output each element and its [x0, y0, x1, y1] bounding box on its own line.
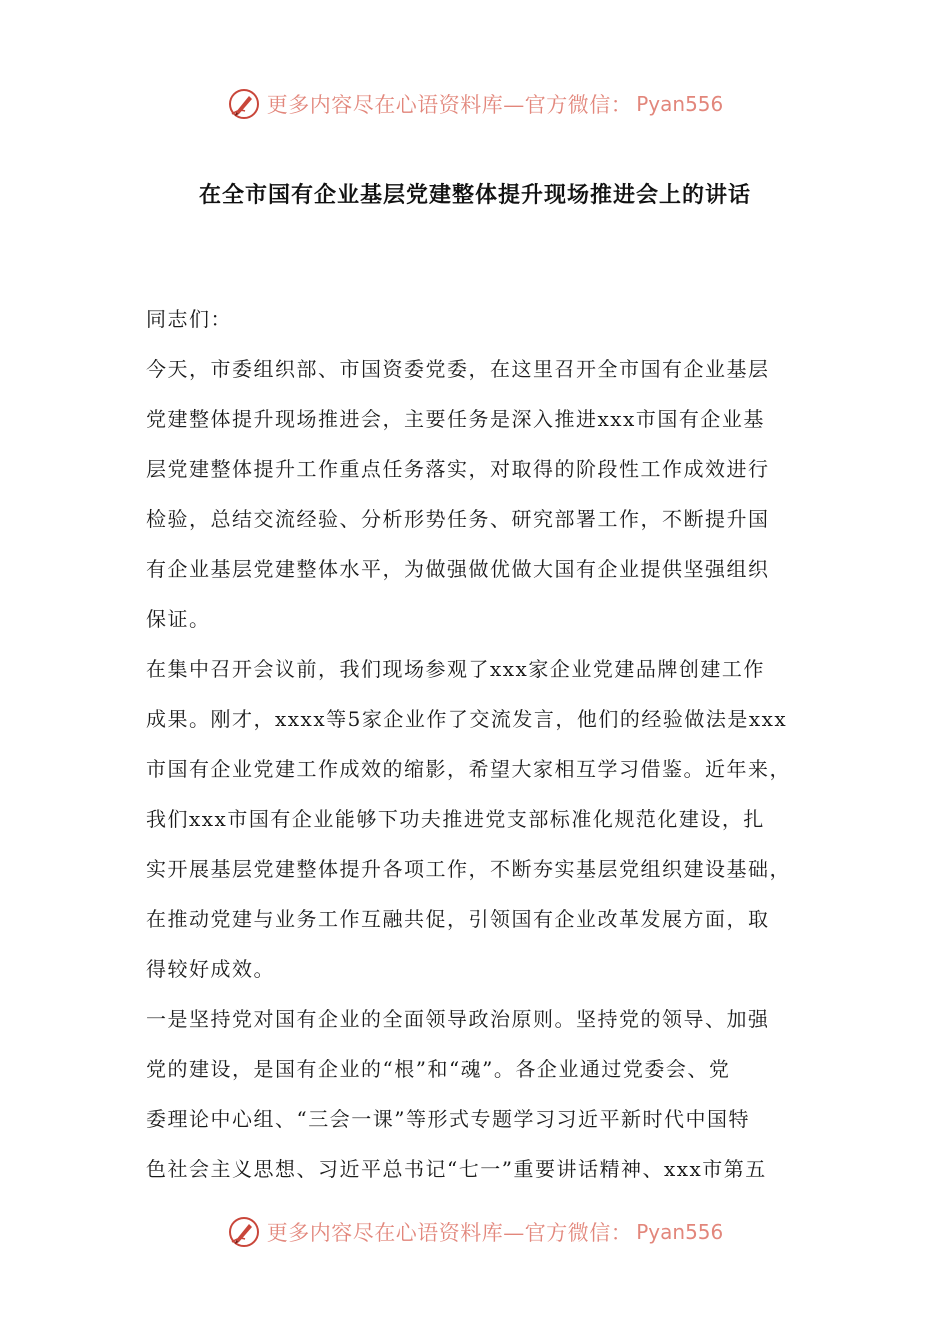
document-title: 在全市国有企业基层党建整体提升现场推进会上的讲话: [198, 183, 751, 208]
watermark-text: 更多内容尽在心语资料库—官方微信：: [266, 93, 633, 117]
paragraph-salutation: 同志们：: [146, 307, 232, 331]
paragraph: 在集中召开会议前，我们现场参观了xxx家企业党建品牌创建工作 成果。刚才，xxxx等5家企业作了交流发言，他们的经验做法是xxx 市国有企业党建工作成效的缩影，希望大家相互学习借鉴。近年来， 我们xxx市国有企业能够下功夫推进党支部标准化规范化建设，扎 实开展基层党建整体提升各项工作，不断夯实基层党组织建设基础， 在推动党建与业务工作互融共促，引领国有企业改革发展方面，取 得较好成效。: [146, 657, 791, 981]
watermark-wechat-id: Pyan556: [636, 92, 724, 116]
paragraph: 今天，市委组织部、市国资委党委，在这里召开全市国有企业基层 党建整体提升现场推进会，主要任务是深入推进xxx市国有企业基 层党建整体提升工作重点任务落实，对取得的阶段性工作成效进行 检验，总结交流经验、分析形势任务、研究部署工作，不断提升国 有企业基层党建整体水平，为做强做优做大国有企业提供坚强组织 保证。: [146, 357, 770, 631]
watermark-text: 更多内容尽在心语资料库—官方微信：: [266, 1221, 633, 1245]
watermark-wechat-id: Pyan556: [636, 1220, 724, 1244]
watermark-header: [0, 84, 950, 124]
pen-logo-icon: [227, 87, 261, 121]
pen-logo-icon: [227, 1215, 261, 1249]
watermark-footer: [0, 1212, 950, 1252]
paragraph: 一是坚持党对国有企业的全面领导政治原则。坚持党的领导、加强 党的建设，是国有企业的“根”和“魂”。各企业通过党委会、党 委理论中心组、“三会一课”等形式专题学习习近平新时代中国特 色社会主义思想、习近平总书记“七一”重要讲话精神、xxx市第五: [146, 1007, 770, 1181]
document-body: [146, 294, 818, 1194]
